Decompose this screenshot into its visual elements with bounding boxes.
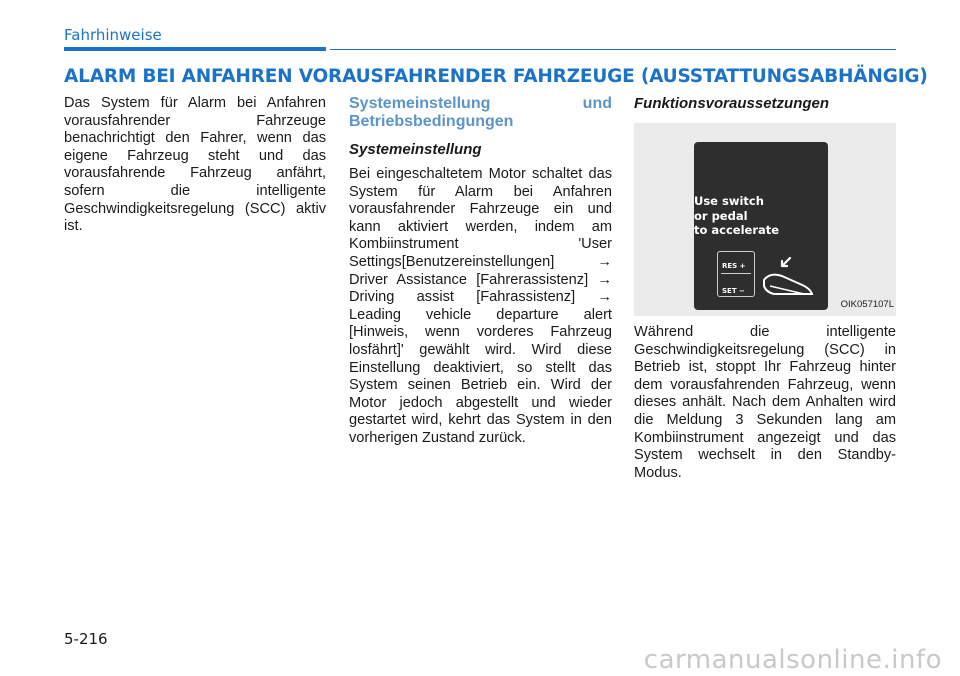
switch-set-label: SET − [722, 287, 745, 295]
intro-paragraph: Das System für Alarm bei Anfahren vorausfahrender Fahrzeuge benachrichtigt den Fahrer, wenn das eigene Fahrzeug steht und das vorausfahrende Fahrzeug anfährt, sofern die intelligente Geschwindigkeitsregelung (SCC) aktiv ist. [64, 95, 326, 235]
header-rule-thin [330, 49, 896, 50]
subsection-heading: Systemeinstellung [349, 141, 482, 158]
header-rule-thick [64, 47, 326, 51]
switch-icon [717, 251, 755, 297]
display-message [694, 194, 828, 238]
column-3 [634, 95, 896, 482]
cluster-figure [634, 123, 896, 316]
column-2 [349, 95, 612, 448]
switch-divider [721, 273, 751, 274]
settings-paragraph: Bei eingeschaltetem Motor schaltet das System für Alarm bei Anfahren vorausfahrender Fahrzeuge ein und kann aktiviert werden, indem am Kombiinstrument 'User Settings[Benutzereinstellungen] → Driver Assistance [Fahrerassistenz] → Driving assist [Fahrassistenz] → Leading vehicle departure alert [Hinweis, wenn vorderes Fahrzeug losfährt]' gewählt wird. Wird diese Einstellung deaktiviert, so stellt das System seinen Betrieb ein. Wird der Motor jedoch abgestellt und wieder gestartet wird, kehrt das System in den vorherigen Zustand zurück. [349, 166, 612, 446]
display-line: or pedal [694, 208, 748, 223]
watermark: carmanualsonline.info [643, 645, 942, 675]
figure-code: OIK057107L [840, 299, 894, 311]
conditions-paragraph: Während die intelligente Geschwindigkeitsregelung (SCC) in Betrieb ist, stoppt Ihr Fahrzeug hinter dem vorausfahrenden Fahrzeug, wenn dieses anhält. Nach dem Anhalten wird die Meldung 3 Sekunden lang am Kombiinstrument angezeigt und das System wechselt in den Standby-Modus. [634, 324, 896, 481]
page-number: 5-216 [64, 630, 108, 648]
display-line: to accelerate [694, 223, 780, 237]
column-1 [64, 95, 326, 236]
switch-res-label: RES + [722, 262, 746, 270]
conditions-heading: Funktionsvoraussetzungen [634, 95, 830, 112]
page-title: ALARM BEI ANFAHREN VORAUSFAHRENDER FAHRZEUGE (AUSSTATTUNGSABHÄNGIG) [64, 66, 928, 87]
section-label: Fahrhinweise [64, 26, 162, 44]
pedal-icon [760, 254, 820, 298]
cluster-display [694, 142, 828, 310]
display-line: Use switch [694, 194, 764, 208]
section-heading: Systemeinstellung und Betriebsbedingungen [349, 95, 612, 130]
